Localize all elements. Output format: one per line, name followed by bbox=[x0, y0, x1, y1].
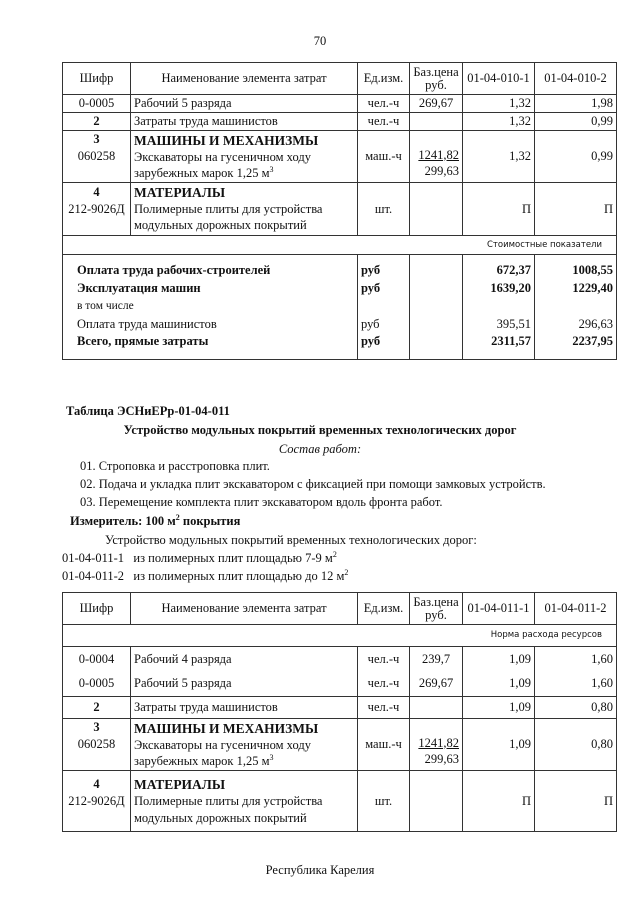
cell-name: Экскаваторы на гусеничном ходу зарубежных марок 1,25 м bbox=[134, 737, 311, 768]
cell-name: Полимерные плиты для устройства модульных дорожных покрытий bbox=[134, 202, 323, 232]
summary-v2: 1229,40 bbox=[535, 279, 617, 297]
cell-code: 2 bbox=[63, 697, 131, 719]
summary-label: Оплата труда машинистов bbox=[63, 315, 358, 333]
intro: Устройство модульных покрытий временных технологических дорог: bbox=[105, 533, 477, 547]
table-subtitle: Устройство модульных покрытий временных технологических дорог bbox=[123, 423, 517, 437]
cell-v1: 1,09 bbox=[463, 671, 535, 697]
work-item: 02. Подача и укладка плит экскаватором с фиксацией при помощи замковых устройств. bbox=[80, 477, 546, 491]
cell-name: Полимерные плиты для устройства модульных дорожных покрытий bbox=[134, 793, 323, 825]
table-row bbox=[63, 113, 617, 131]
cell-v2: 0,80 bbox=[535, 697, 617, 719]
summary-v1: 395,51 bbox=[463, 315, 535, 333]
cell-v2: 0,80 bbox=[535, 719, 617, 771]
section-label: Норма расхода ресурсов bbox=[63, 625, 617, 647]
cell-name: Рабочий 4 разряда bbox=[131, 647, 358, 672]
work-item: 01. Строповка и расстроповка плит. bbox=[80, 459, 270, 473]
cell-unit: шт. bbox=[358, 183, 410, 236]
section-label: Стоимостные показатели bbox=[63, 236, 617, 255]
table-header bbox=[63, 63, 617, 95]
cell-v1: 1,32 bbox=[463, 113, 535, 131]
variant-text: из полимерных плит площадью 7-9 м bbox=[133, 551, 333, 565]
cell-code: 0-0005 bbox=[63, 95, 131, 113]
table-row bbox=[63, 771, 617, 832]
page-number: 70 bbox=[313, 34, 327, 48]
summary-row bbox=[63, 255, 617, 280]
variant-sup: 2 bbox=[332, 549, 337, 559]
cell-v1: 1,09 bbox=[463, 697, 535, 719]
cell-code2: 212-9026Д bbox=[68, 793, 125, 808]
cell-v2: 0,99 bbox=[535, 113, 617, 131]
cell-name: Рабочий 5 разряда bbox=[131, 95, 358, 113]
footer: Республика Карелия bbox=[265, 863, 375, 877]
cell-v2: 1,60 bbox=[535, 647, 617, 672]
header-name: Наименование элемента затрат bbox=[131, 593, 358, 625]
summary-label: Эксплуатация машин bbox=[63, 279, 358, 297]
cell-name: Рабочий 5 разряда bbox=[131, 671, 358, 697]
header-price: Баз.цена руб. bbox=[410, 593, 463, 625]
cell-code2: 060258 bbox=[77, 737, 116, 751]
cell-price: 269,67 bbox=[410, 671, 463, 697]
cell-unit: маш.-ч bbox=[358, 719, 410, 771]
variant-code: 01-04-011-1 bbox=[62, 551, 125, 565]
table-row bbox=[63, 647, 617, 672]
resource-table-1 bbox=[62, 62, 617, 360]
meter-tail: покрытия bbox=[179, 514, 241, 528]
variant-text: из полимерных плит площадью до 12 м bbox=[133, 569, 345, 583]
cell-group: МАТЕРИАЛЫ bbox=[134, 776, 226, 792]
cell-unit: чел.-ч bbox=[358, 647, 410, 672]
cell-unit: маш.-ч bbox=[358, 131, 410, 183]
cell-v1: П bbox=[463, 183, 535, 236]
cell-v2: 0,99 bbox=[535, 131, 617, 183]
summary-unit: руб bbox=[358, 279, 410, 297]
cell-price: 1241,82 bbox=[418, 147, 459, 162]
header-code: Шифр bbox=[63, 593, 131, 625]
cell-code: 2 bbox=[63, 113, 131, 131]
summary-v2: 2237,95 bbox=[535, 333, 617, 360]
work-item: 03. Перемещение комплекта плит экскаватором вдоль фронта работ. bbox=[80, 495, 443, 509]
cell-price: 1241,82 bbox=[418, 735, 459, 750]
cell-sup: 3 bbox=[269, 164, 274, 174]
summary-v2: 1008,55 bbox=[535, 255, 617, 280]
header-unit: Ед.изм. bbox=[358, 63, 410, 95]
cell-code: 0-0004 bbox=[63, 647, 131, 672]
cell-v2: П bbox=[535, 183, 617, 236]
header-col1: 01-04-011-1 bbox=[463, 593, 535, 625]
summary-row bbox=[63, 279, 617, 297]
table-row bbox=[63, 183, 617, 236]
table-row bbox=[63, 719, 617, 771]
cell-v2: П bbox=[535, 771, 617, 832]
header-name: Наименование элемента затрат bbox=[131, 63, 358, 95]
cell-price: 239,7 bbox=[410, 647, 463, 672]
table-row bbox=[63, 671, 617, 697]
summary-unit: руб bbox=[358, 333, 410, 360]
cell-group: МАТЕРИАЛЫ bbox=[134, 185, 226, 200]
cell-v1: 1,09 bbox=[463, 647, 535, 672]
cell-group: МАШИНЫ И МЕХАНИЗМЫ bbox=[134, 132, 319, 148]
cell-price: 269,67 bbox=[410, 95, 463, 113]
summary-label: Всего, прямые затраты bbox=[63, 333, 358, 360]
cell-name: Затраты труда машинистов bbox=[131, 113, 358, 131]
meter-text: Измеритель: 100 м bbox=[70, 514, 176, 528]
cell-price2: 299,63 bbox=[424, 751, 459, 766]
meter bbox=[70, 514, 240, 529]
table-row bbox=[63, 131, 617, 183]
variant-sup: 2 bbox=[344, 567, 349, 577]
summary-unit: руб bbox=[358, 255, 410, 280]
cell-name: Экскаваторы на гусеничном ходу зарубежных марок 1,25 м bbox=[134, 149, 311, 180]
cell-code: 3 bbox=[93, 720, 100, 734]
cell-code2: 212-9026Д bbox=[68, 201, 125, 216]
summary-label: Оплата труда рабочих-строителей bbox=[63, 255, 358, 280]
cell-code: 3 bbox=[93, 132, 100, 146]
cell-unit: шт. bbox=[358, 771, 410, 832]
summary-v1: 2311,57 bbox=[463, 333, 535, 360]
variant bbox=[62, 569, 348, 584]
cell-name: Затраты труда машинистов bbox=[131, 697, 358, 719]
table-row bbox=[63, 697, 617, 719]
variant bbox=[62, 551, 337, 566]
cell-code: 4 bbox=[93, 776, 100, 791]
cell-sup: 3 bbox=[269, 752, 274, 762]
cell-unit: чел.-ч bbox=[358, 697, 410, 719]
summary-unit: руб bbox=[358, 315, 410, 333]
resource-table-2 bbox=[62, 592, 617, 832]
header-col1: 01-04-010-1 bbox=[463, 63, 535, 95]
cell-v2: 1,98 bbox=[535, 95, 617, 113]
works-heading: Состав работ: bbox=[278, 442, 362, 456]
table-header bbox=[63, 593, 617, 625]
cell-unit: чел.-ч bbox=[358, 113, 410, 131]
summary-label: в том числе bbox=[63, 297, 358, 315]
variant-code: 01-04-011-2 bbox=[62, 569, 125, 583]
cell-code: 0-0005 bbox=[63, 671, 131, 697]
meter-sup: 2 bbox=[175, 512, 180, 522]
cell-group: МАШИНЫ И МЕХАНИЗМЫ bbox=[134, 720, 319, 736]
cell-v1: 1,32 bbox=[463, 131, 535, 183]
cell-v1: 1,09 bbox=[463, 719, 535, 771]
summary-v1: 672,37 bbox=[463, 255, 535, 280]
header-col2: 01-04-011-2 bbox=[535, 593, 617, 625]
cell-unit: чел.-ч bbox=[358, 95, 410, 113]
table-title: Таблица ЭСНиЕРр-01-04-011 bbox=[66, 404, 230, 418]
cell-v2: 1,60 bbox=[535, 671, 617, 697]
header-unit: Ед.изм. bbox=[358, 593, 410, 625]
cell-code: 4 bbox=[93, 184, 100, 199]
cell-v1: П bbox=[463, 771, 535, 832]
header-col2: 01-04-010-2 bbox=[535, 63, 617, 95]
summary-v1: 1639,20 bbox=[463, 279, 535, 297]
header-code: Шифр bbox=[63, 63, 131, 95]
cell-v1: 1,32 bbox=[463, 95, 535, 113]
header-price: Баз.цена руб. bbox=[410, 63, 463, 95]
summary-row bbox=[63, 297, 617, 315]
cell-price2: 299,63 bbox=[424, 163, 459, 178]
table-row bbox=[63, 95, 617, 113]
summary-row bbox=[63, 315, 617, 333]
summary-row bbox=[63, 333, 617, 360]
cell-unit: чел.-ч bbox=[358, 671, 410, 697]
cell-code2: 060258 bbox=[77, 149, 116, 163]
summary-v2: 296,63 bbox=[535, 315, 617, 333]
